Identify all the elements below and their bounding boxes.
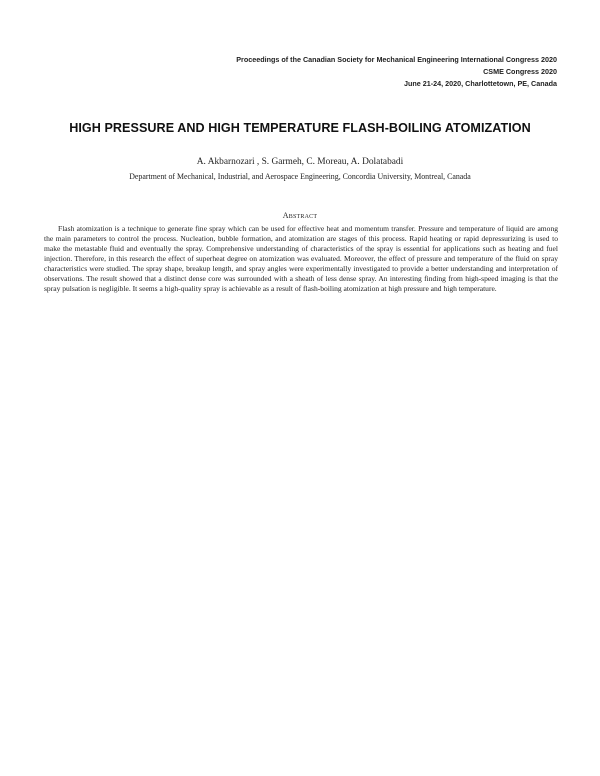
congress-name: CSME Congress 2020 [483,67,557,76]
paper-title: HIGH PRESSURE AND HIGH TEMPERATURE FLASH-BOILING ATOMIZATION [69,121,531,135]
author-affiliation: Department of Mechanical, Industrial, and Aerospace Engineering, Concordia University, Montreal, Canada [129,172,471,181]
author-list: A. Akbarnozari , S. Garmeh, C. Moreau, A. Dolatabadi [196,157,404,167]
abstract-text: Flash atomization is a technique to generate fine spray which can be used for effective heat and momentum transfer. Pressure and temperature of liquid are among the main parameters to control the process. Nucleation, bubble formation, and atomization are stages of this process. Rapid heating or rapid depressurizing is used to make the metastable fluid and eventually the spray. Comprehensive understanding of characteristics of the spray is essential for applications such as heating and fuel injection. Therefore, in this research the effect of superheat degree on atomization was evaluated. Moreover, the effect of pressure and temperature of the fluid on spray characteristics were studied. The spray shape, breakup length, and spray angles were experimentally investigated to provide a better understanding and interpretation of observations. The result showed that a distinct dense core was surrounded with a sheath of less dense spray. An interesting finding from high-speed imaging is that the spray pulsation is negligible. It seems a high-quality spray is achievable as a result of flash-boiling atomization at high pressure and high temperature. [44,224,558,294]
conference-header [236,54,557,90]
conference-name: Proceedings of the Canadian Society for Mechanical Engineering International Congress 2020 [236,55,557,64]
conference-date-location: June 21-24, 2020, Charlottetown, PE, Canada [404,79,557,88]
abstract-heading: Abstract [282,211,318,220]
